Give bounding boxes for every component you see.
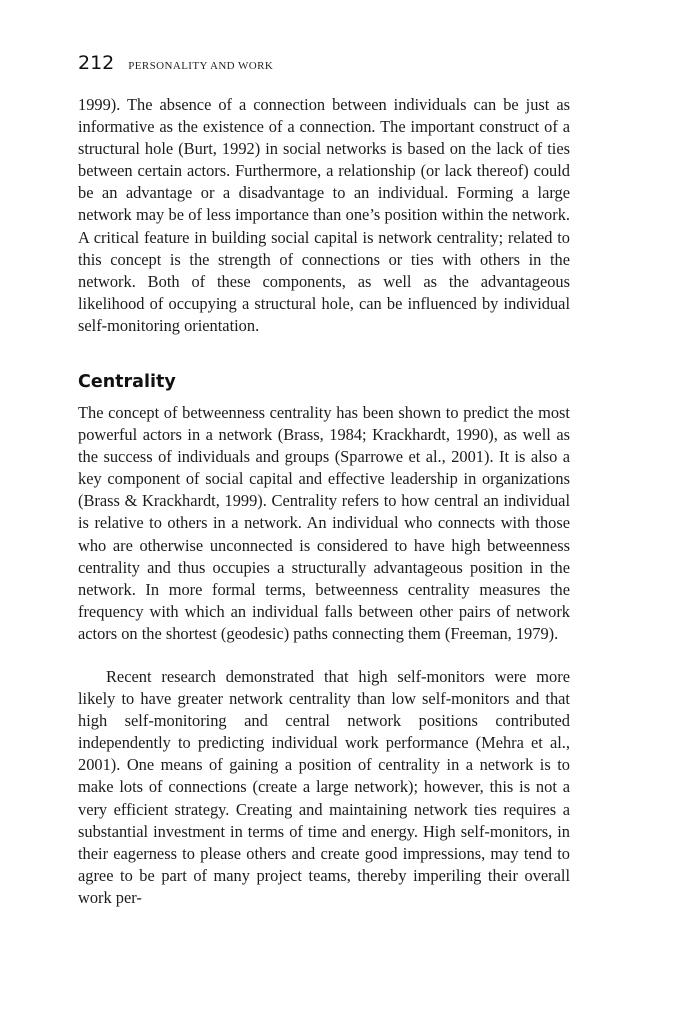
running-title: PERSONALITY AND WORK — [128, 60, 274, 72]
paragraph-centrality-definition: The concept of betweenness centrality has been shown to predict the most powerful actors in a network (Brass, 1984; Krackhardt, 1990), as well as the success of individuals and groups (Sparrowe et al., 2001). It is also a key component of social capital and effective leadership in organizations (Brass & Krackhardt, 1999). Centrality refers to how central an individual is relative to others in a network. An individual who connects with those who are otherwise unconnected is considered to have high betweenness centrality and thus occupies a structurally advantageous position in the network. In more formal terms, betweenness centrality measures the frequency with which an individual falls between other pairs of network actors on the shortest (geodesic) paths connecting them (Freeman, 1979). — [78, 403, 570, 643]
page-number: 212 — [78, 52, 115, 74]
running-head — [78, 52, 273, 78]
paragraph-intro: 1999). The absence of a connection between individuals can be just as informative as the existence of a connection. The important construct of a structural hole (Burt, 1992) in social networks is based on the lack of ties between certain actors. Furthermore, a relationship (or lack thereof) could be an advantage or a disadvantage to an individual. Forming a large network may be of less importance than one’s position within the network. A critical feature in building social capital is network centrality; related to this concept is the strength of connections or ties with others in the network. Both of these components, as well as the advantageous likelihood of occupying a structural hole, can be influenced by individual self-monitoring orientation. — [78, 95, 570, 335]
section-heading-centrality: Centrality — [78, 372, 176, 392]
paragraph-centrality-research: Recent research demonstrated that high self-monitors were more likely to have greater network centrality than low self-monitors and that high self-monitoring and central network positions contributed independently to predicting individual work performance (Mehra et al., 2001). One means of gaining a position of centrality in a network is to make lots of connections (create a large network); however, this is not a very efficient strategy. Creating and maintaining network ties requires a substantial investment in terms of time and energy. High self-monitors, in their eagerness to please others and create good impressions, may tend to agree to be part of many project teams, thereby imperiling their overall work per- — [78, 667, 570, 907]
